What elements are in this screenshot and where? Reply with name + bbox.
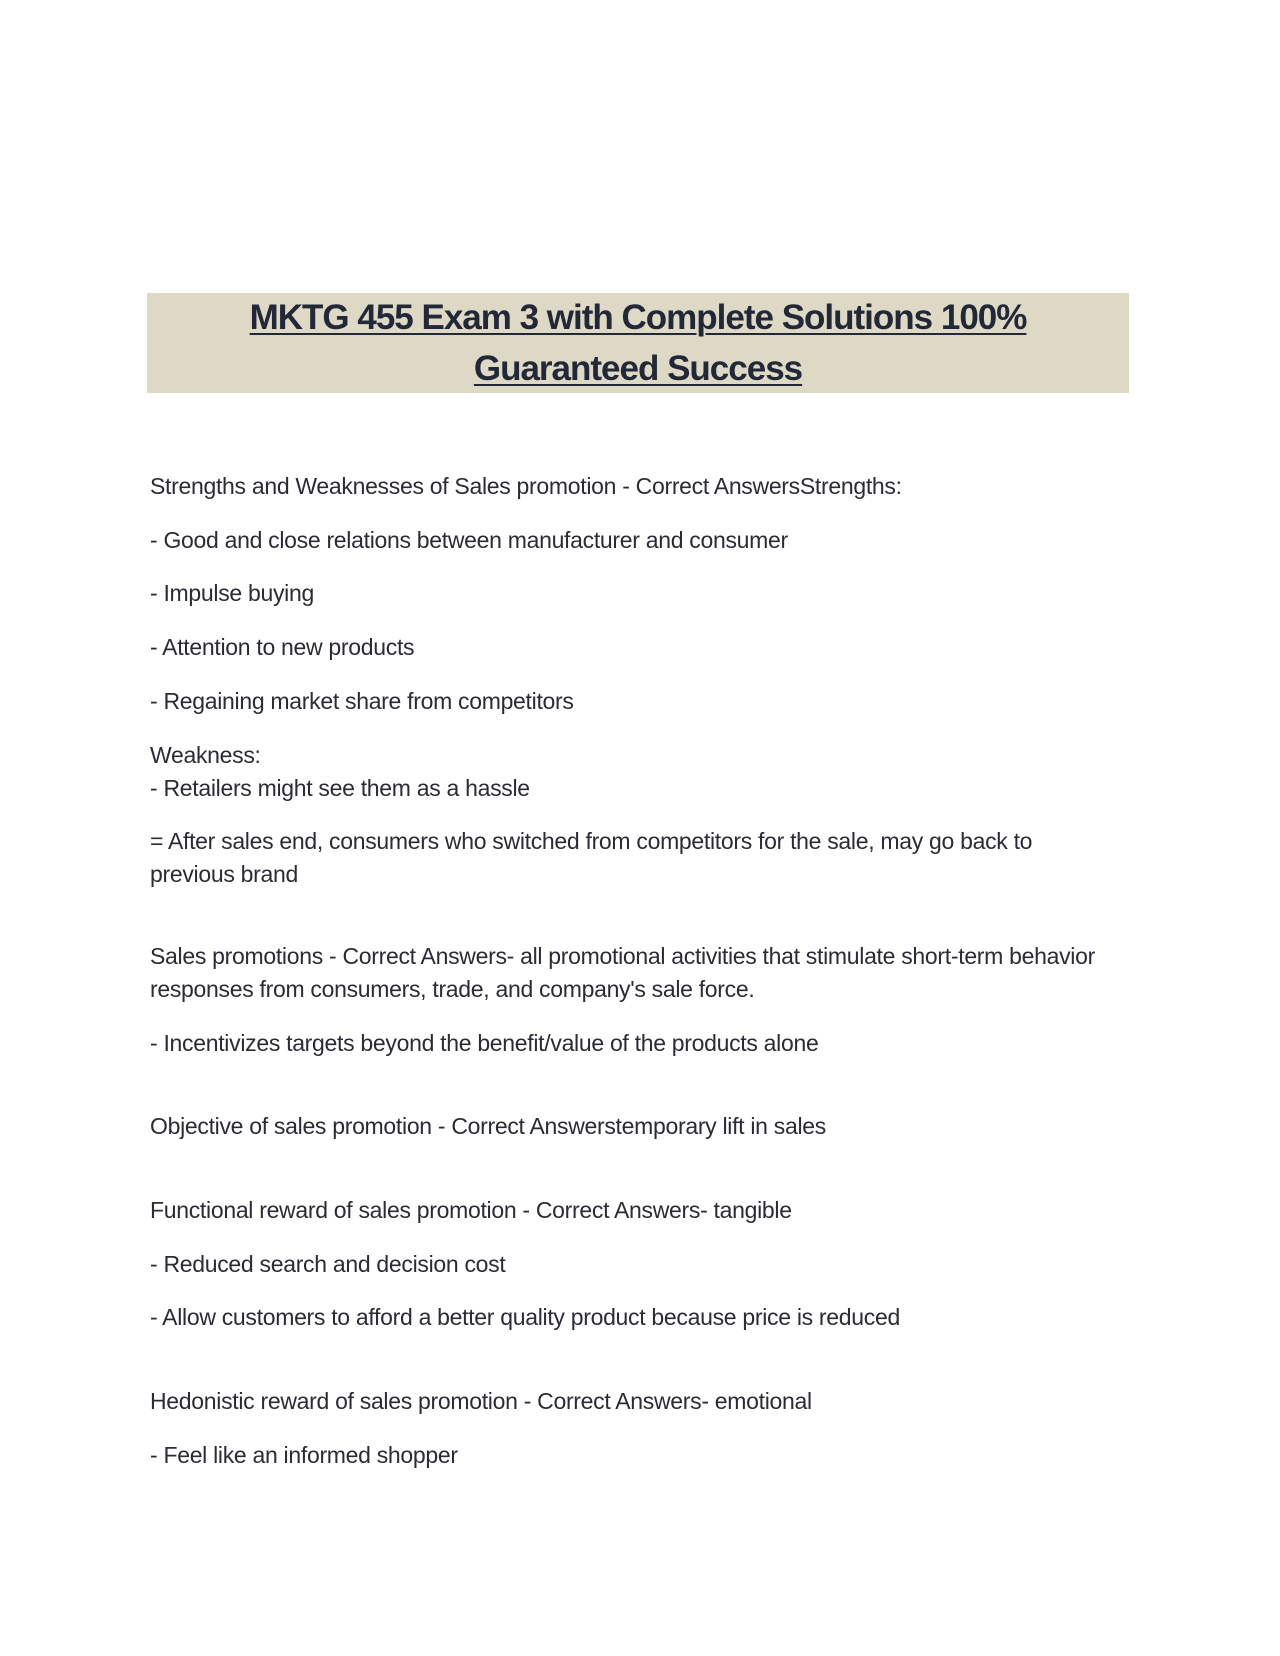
paragraph-attention-new-products: - Attention to new products [150,634,415,660]
paragraph-afford-better-quality: - Allow customers to afford a better quality product because price is reduced [150,1304,900,1330]
paragraph-strengths-weaknesses-heading: Strengths and Weaknesses of Sales promotion - Correct AnswersStrengths: [150,473,902,499]
paragraph-informed-shopper: - Feel like an informed shopper [150,1442,458,1468]
paragraph-regaining-market-share: - Regaining market share from competitors [150,688,574,714]
paragraph-good-relations: - Good and close relations between manufacturer and consumer [150,527,788,553]
paragraph-impulse-buying: - Impulse buying [150,580,314,606]
paragraph-sales-promotions-definition: Sales promotions - Correct Answers- all promotional activities that stimulate short-term behavior responses from consumers, trade, and company's sale force. [150,943,1102,1002]
paragraph-objective-sales-promotion: Objective of sales promotion - Correct Answerstemporary lift in sales [150,1113,826,1139]
paragraph-hedonistic-reward: Hedonistic reward of sales promotion - Correct Answers- emotional [150,1388,812,1414]
title-banner [147,293,1129,393]
paragraph-weakness: Weakness: - Retailers might see them as a hassle [150,742,530,801]
paragraph-functional-reward: Functional reward of sales promotion - Correct Answers- tangible [150,1197,792,1223]
document-title-line-1: MKTG 455 Exam 3 with Complete Solutions 100% [249,298,1027,337]
document-title-line-2: Guaranteed Success [473,349,803,388]
paragraph-after-sales-end: = After sales end, consumers who switched from competitors for the sale, may go back to previous brand [150,828,1039,887]
paragraph-incentivizes-targets: - Incentivizes targets beyond the benefit/value of the products alone [150,1030,819,1056]
paragraph-reduced-search-cost: - Reduced search and decision cost [150,1251,506,1277]
